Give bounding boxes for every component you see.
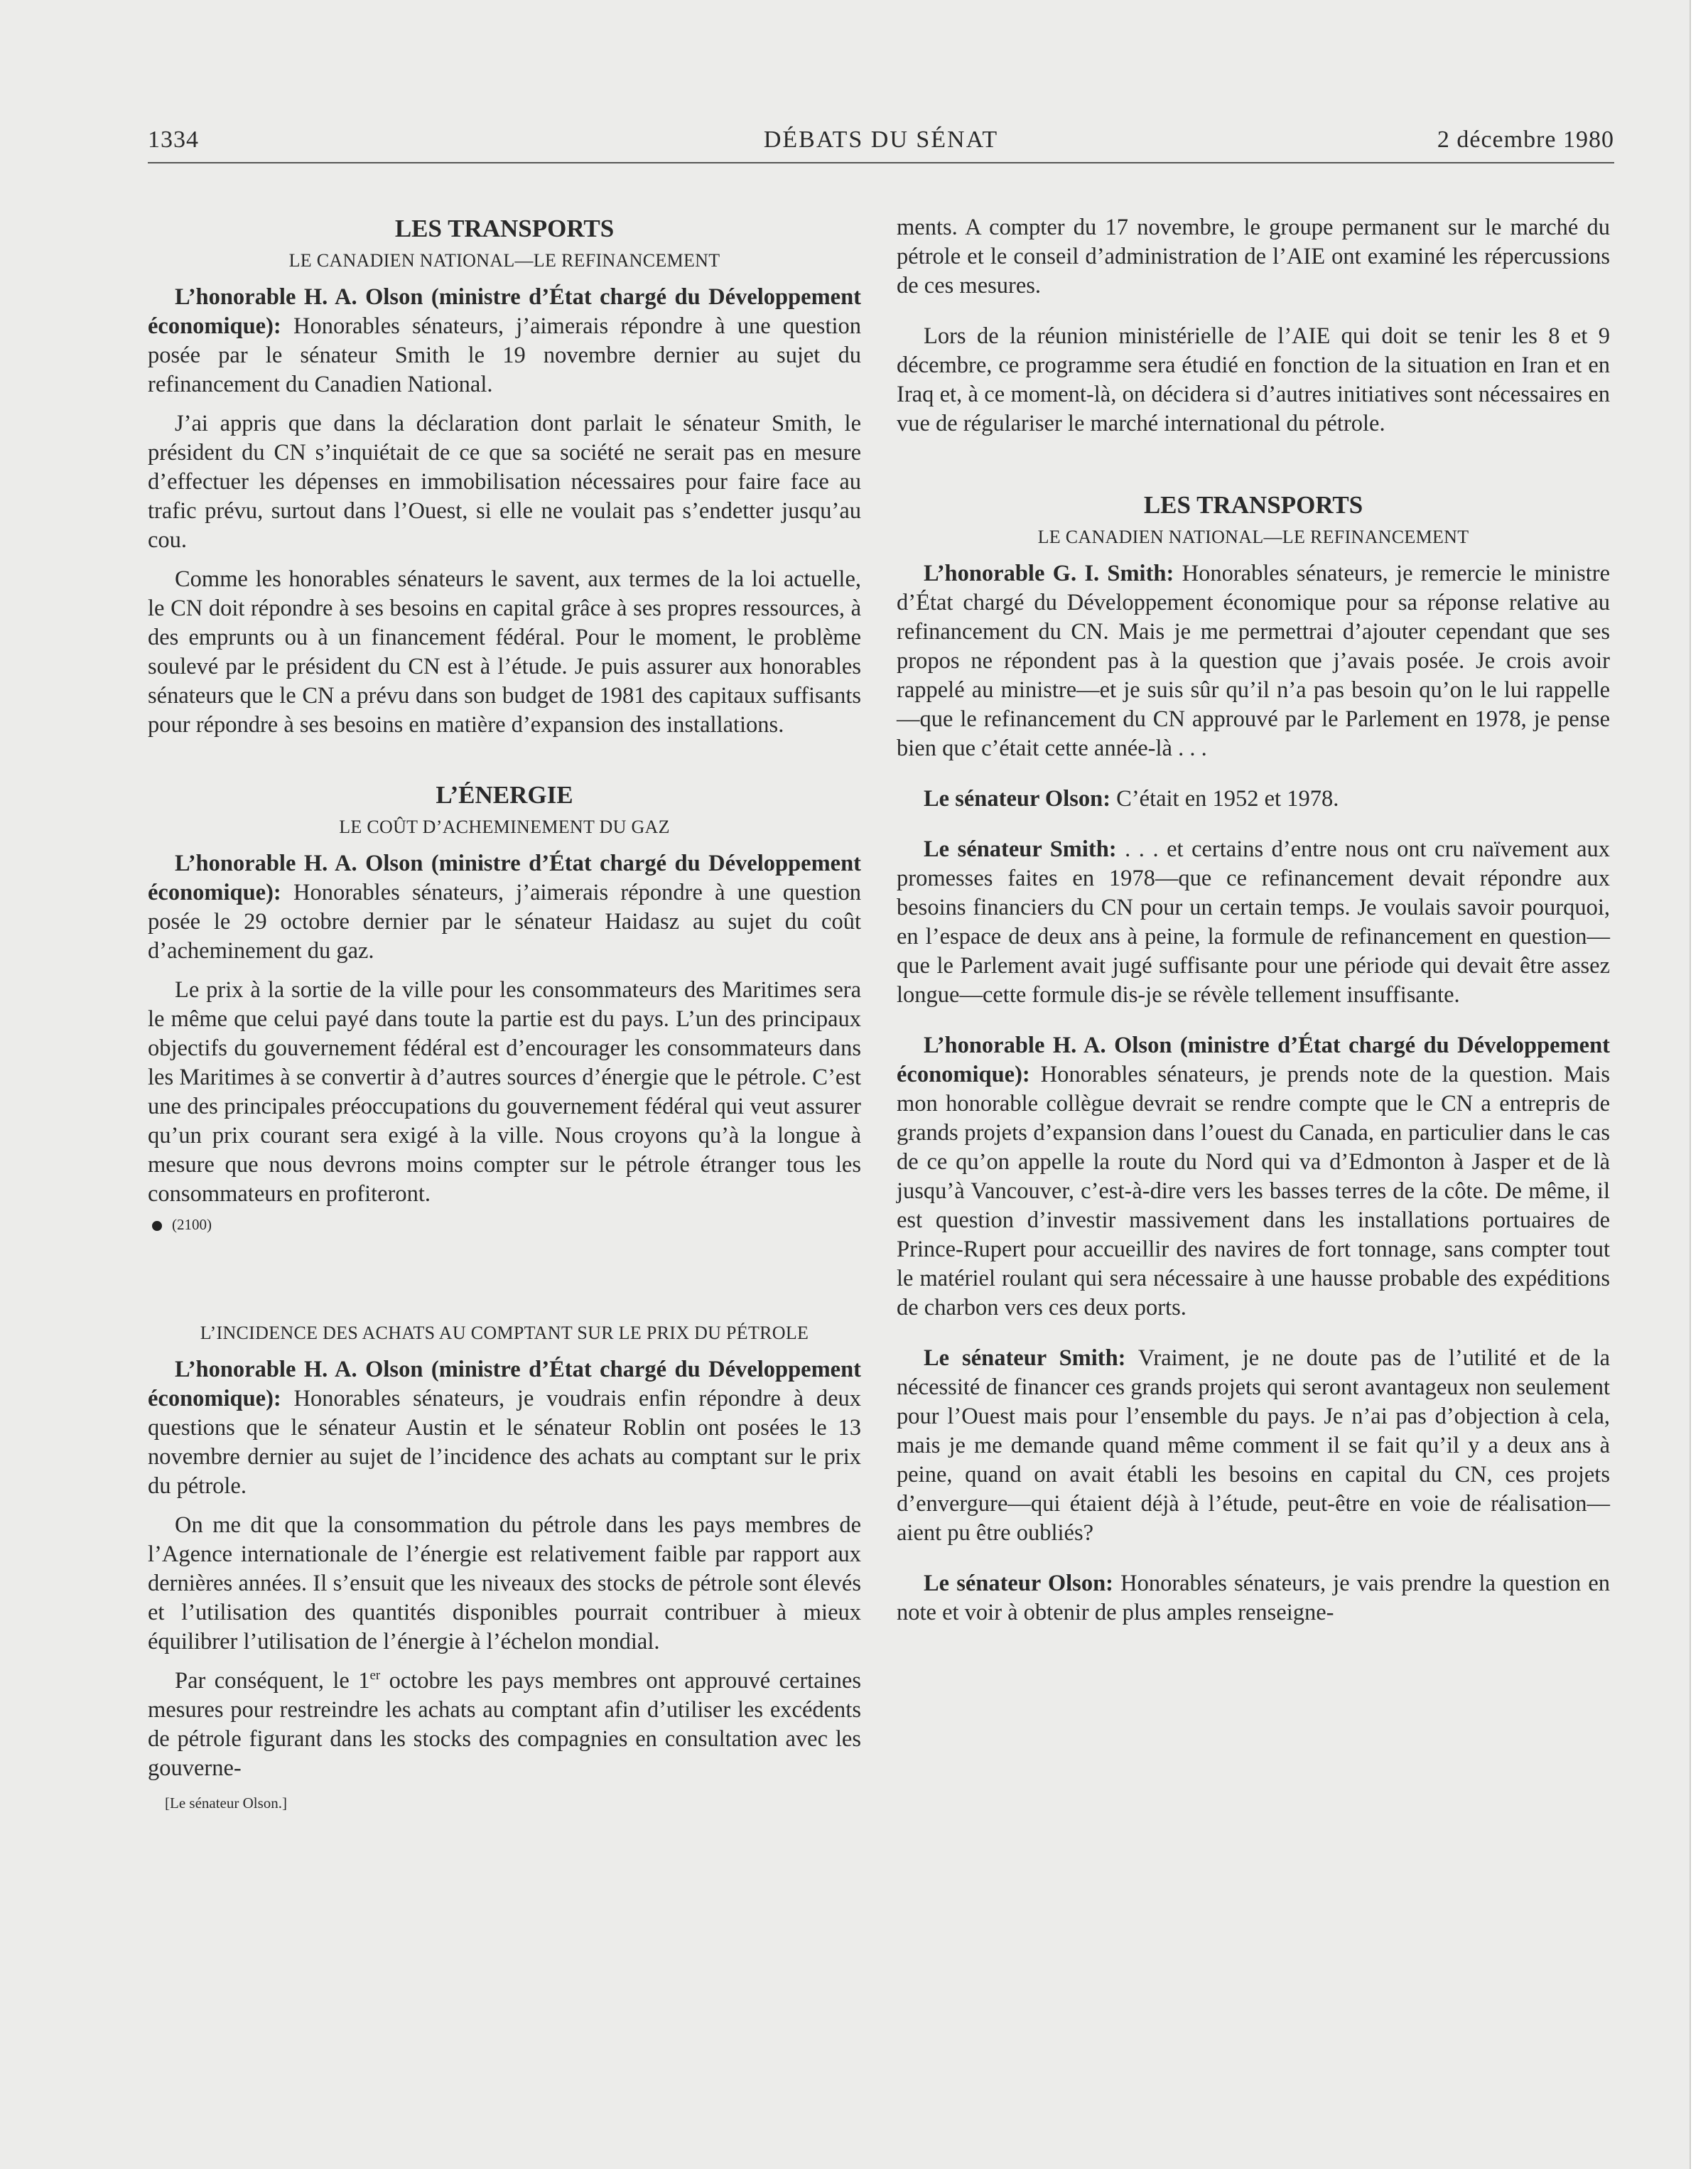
speech-paragraph [897, 835, 1610, 1010]
page-edge [1690, 0, 1708, 2169]
time-marker [148, 1215, 861, 1234]
speech-paragraph [148, 283, 861, 399]
speech-paragraph [148, 1355, 861, 1501]
speech-paragraph [897, 1569, 1610, 1627]
section-subheading: LE CANADIEN NATIONAL—LE REFINANCEMENT [288, 250, 720, 271]
speech-text: . . . et certains d’entre nous ont cru naïvement aux promesses faites en 1978—que ce refinancement devait répondre aux besoins financiers du CN pour un certain temps. Je voulais savoir pourquoi, en l’espace de deux ans à peine, la formule de refinancement en question—que le Parlement avait jugé suffisante pour une période qui devait être assez longue—cette formule dis-je se révèle tellement insuffisante. [897, 836, 1611, 1008]
speech-text: Honorables sénateurs, j’aimerais répondre à une question posée le 29 octobre dernier par le sénateur Haidasz au sujet du coût d’acheminement du gaz. [148, 880, 861, 964]
paragraph: ments. A compter du 17 novembre, le groupe permanent sur le marché du pétrole et le conseil d’administration de l’AIE ont examiné les répercussions de ces mesures. [897, 215, 1610, 298]
section-heading: L’ÉNERGIE [436, 781, 573, 809]
speech-text: Honorables sénateurs, j’aimerais répondre à une question posée par le sénateur Smith le 19 novembre dernier au sujet du refinancement du Canadien National. [148, 313, 861, 397]
section-heading: LES TRANSPORTS [394, 215, 615, 242]
speech-paragraph [897, 785, 1610, 814]
paragraph: Lors de la réunion ministérielle de l’AIE qui doit se tenir les 8 et 9 décembre, ce programme sera étudié en fonction de la situation en Iran et en Iraq et, à ce moment-là, on décidera si d’autres initiatives sont nécessaires en vue de régulariser le marché international du pétrole. [897, 323, 1610, 436]
speech-text: C’était en 1952 et 1978. [1116, 786, 1339, 812]
paragraph: J’ai appris que dans la déclaration dont parlait le sénateur Smith, le président du CN s’inquiétait de ce que sa société ne serait pas en mesure d’effectuer les dépenses en immobilisation nécessaires pour faire face au trafic prévu, surtout dans l’Ouest, si elle ne voulait pas s’endetter jusqu’au cou. [148, 411, 861, 553]
left-column [148, 213, 861, 1813]
speaker-name: Le sénateur Olson: [924, 1571, 1113, 1596]
right-column [897, 213, 1610, 1627]
speech-paragraph [897, 1344, 1610, 1548]
speaker-name: L’honorable H. A. Olson (ministre d’État chargé du Développement économique): [148, 1357, 861, 1411]
speech-paragraph [148, 849, 861, 966]
speech-paragraph [897, 559, 1610, 763]
speech-text: Honorables sénateurs, je voudrais enfin répondre à deux questions que le sénateur Austin et le sénateur Roblin ont posées le 13 novembre dernier au sujet de l’incidence des achats au comptant sur le prix du pétrole. [148, 1386, 861, 1499]
speaker-name: Le sénateur Olson: [924, 786, 1111, 812]
page-date: 2 décembre 1980 [1437, 127, 1614, 153]
speaker-signature: [Le sénateur Olson.] [165, 1794, 288, 1812]
speaker-name: L’honorable H. A. Olson (ministre d’État chargé du Développement économique): [897, 1033, 1610, 1087]
speaker-name: L’honorable H. A. Olson (ministre d’État chargé du Développement économique): [148, 284, 861, 339]
header-rule [148, 162, 1614, 163]
section-subheading: L’INCIDENCE DES ACHATS AU COMPTANT SUR LE PRIX DU PÉTROLE [200, 1323, 809, 1343]
section-subheading: LE COÛT D’ACHEMINEMENT DU GAZ [339, 817, 670, 837]
speech-text: Vraiment, je ne doute pas de l’utilité et de la nécessité de financer ces grands projets qui seront avantageux non seulement pour l’Ouest mais pour l’ensemble du pays. Je n’ai pas d’objection à cela, mais je me demande quand même comment il se fait qu’il y a deux ans à peine, quand on avait établi les besoins en capital du CN, ces projets d’envergure—qui étaient déjà à l’étude, peut-être en voie de réalisation—aient pu être oubliés? [897, 1345, 1610, 1546]
paragraph-text: octobre les pays membres ont approuvé certaines mesures pour restreindre les achats au comptant afin d’utiliser les excédents de pétrole figurant dans les stocks des compagnies en consultation avec les gouverne- [148, 1668, 861, 1781]
superscript: er [369, 1668, 381, 1684]
page-header [148, 127, 1614, 162]
paragraph: Le prix à la sortie de la ville pour les consommateurs des Maritimes sera le même que celui payé dans toute la partie est du pays. L’un des principaux objectifs du gouvernement fédéral est d’encourager les consommateurs dans les Maritimes à se convertir à d’autres sources d’énergie que le pétrole. C’est une des principales préoccupations du gouvernement fédéral qui veut assurer qu’un prix courant sera exigé à la ville. Nous croyons qu’à la longue à mesure que nous devrons moins compter sur le pétrole étranger tous les consommateurs en profiteront. [148, 977, 861, 1207]
speaker-name: Le sénateur Smith: [924, 1345, 1126, 1371]
paragraph-text: Par conséquent, le 1 [175, 1668, 370, 1694]
paragraph: On me dit que la consommation du pétrole dans les pays membres de l’Agence internationale de l’énergie est relativement faible par rapport aux dernières années. Il s’ensuit que les niveaux des stocks de pétrole sont élevés et l’utilisation des quantités disponibles pourrait contribuer à mieux équilibrer l’utilisation de l’énergie à l’échelon mondial. [148, 1512, 861, 1654]
page-number: 1334 [148, 127, 199, 153]
paragraph: Comme les honorables sénateurs le savent, aux termes de la loi actuelle, le CN doit répondre à ses besoins en capital grâce à ses propres ressources, à des emprunts ou à un financement fédéral. Pour le moment, le problème soulevé par le président du CN est à l’étude. Je puis assurer aux honorables sénateurs que le CN a prévu dans son budget de 1981 des capitaux suffisants pour répondre à ses besoins en matière d’expansion des installations. [148, 566, 861, 738]
section-heading: LES TRANSPORTS [1143, 491, 1363, 519]
section-subheading: LE CANADIEN NATIONAL—LE REFINANCEMENT [1037, 527, 1469, 547]
speech-text: Honorables sénateurs, je vais prendre la question en note et voir à obtenir de plus amples renseigne- [897, 1571, 1611, 1625]
speaker-name: Le sénateur Smith: [924, 836, 1117, 862]
bullet-icon [152, 1221, 162, 1231]
speaker-name: L’honorable G. I. Smith: [924, 561, 1174, 586]
speech-text: Honorables sénateurs, je remercie le ministre d’État chargé du Développement économique pour sa réponse relative au refinancement du CN. Mais je me permettrai d’ajouter cependant que ses propos ne répondent pas à la question que j’avais posée. Je crois avoir rappelé au ministre—et je suis sûr qu’il n’a pas besoin qu’on le lui rappelle—que le refinancement du CN approuvé par le Parlement en 1978, je pense bien que c’était cette année-là . . . [897, 561, 1610, 761]
speaker-name: L’honorable H. A. Olson (ministre d’État chargé du Développement économique): [148, 851, 861, 905]
running-title: DÉBATS DU SÉNAT [763, 127, 999, 153]
time-marker-text: (2100) [172, 1216, 212, 1233]
paragraph [148, 1667, 861, 1783]
speech-paragraph [897, 1031, 1610, 1323]
speech-text: Honorables sénateurs, je prends note de la question. Mais mon honorable collègue devrait se rendre compte que le CN a entrepris de grands projets d’expansion dans l’ouest du Canada, en particulier dans le cas de ce qu’on appelle la route du Nord qui va d’Edmonton à Jasper et de là jusqu’à Vancouver, c’est-à-dire vers les basses terres de la côte. De même, il est question d’investir massivement dans les installations portuaires de Prince-Rupert pour accueillir des navires de fort tonnage, sans compter tout le matériel roulant qui sera nécessaire à une hausse probable des expéditions de charbon vers ces deux ports. [897, 1062, 1611, 1320]
